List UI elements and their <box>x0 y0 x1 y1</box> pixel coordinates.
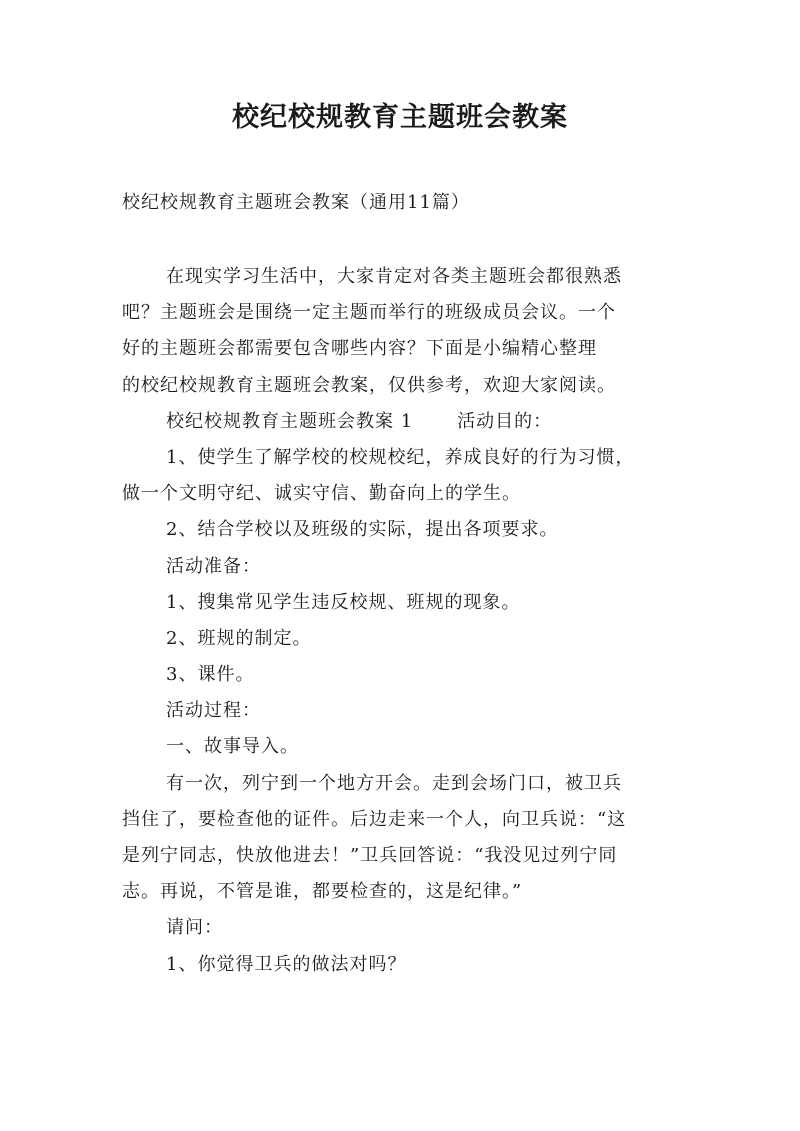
paragraph-line: 2、结合学校以及班级的实际，提出各项要求。 <box>166 519 559 541</box>
paragraph-line: 2、班规的制定。 <box>166 627 312 649</box>
paragraph-line: 挡住了，要检查他的证件。后边走来一个人，向卫兵说：“这 <box>122 808 627 830</box>
section-heading-line <box>122 404 694 440</box>
paragraph-line: 是列宁同志，快放他进去！”卫兵回答说：“我没见过列宁同 <box>122 845 618 866</box>
paragraph-line: 好的主题班会都需要包含哪些内容？下面是小编精心整理 <box>122 338 597 360</box>
paragraph-line: 做一个文明守纪、诚实守信、勤奋向上的学生。 <box>122 483 521 505</box>
paragraph-line: 的校纪校规教育主题班会教案，仅供参考，欢迎大家阅读。 <box>122 374 616 396</box>
document-subtitle: 校纪校规教育主题班会教案（通用11篇） <box>122 192 470 213</box>
paragraph-line: 请问： <box>166 917 223 939</box>
document-body <box>122 259 694 983</box>
paragraph-line: 志。再说，不管是谁，都要检查的，这是纪律。” <box>122 881 523 903</box>
paragraph-line: 1、你觉得卫兵的做法对吗？ <box>166 953 407 975</box>
paragraph-line: 1、搜集常见学生违反校规、班规的现象。 <box>166 591 521 613</box>
paragraph-line: 有一次，列宁到一个地方开会。走到会场门口，被卫兵 <box>166 772 622 794</box>
paragraph-line: 1、使学生了解学校的校规校纪，养成良好的行为习惯， <box>166 446 635 468</box>
activity-goal-label: 活动目的： <box>457 410 553 432</box>
section-heading: 校纪校规教育主题班会教案 1 <box>166 410 414 432</box>
paragraph-line: 活动过程： <box>166 700 261 722</box>
document-title: 校纪校规教育主题班会教案 <box>232 102 568 133</box>
paragraph-line: 3、课件。 <box>166 664 255 686</box>
paragraph-line: 一、故事导入。 <box>166 736 299 758</box>
paragraph-line: 在现实学习生活中，大家肯定对各类主题班会都很熟悉 <box>166 266 622 287</box>
paragraph-line: 吧？主题班会是围绕一定主题而举行的班级成员会议。一个 <box>122 302 616 324</box>
paragraph-line: 活动准备： <box>166 555 261 577</box>
